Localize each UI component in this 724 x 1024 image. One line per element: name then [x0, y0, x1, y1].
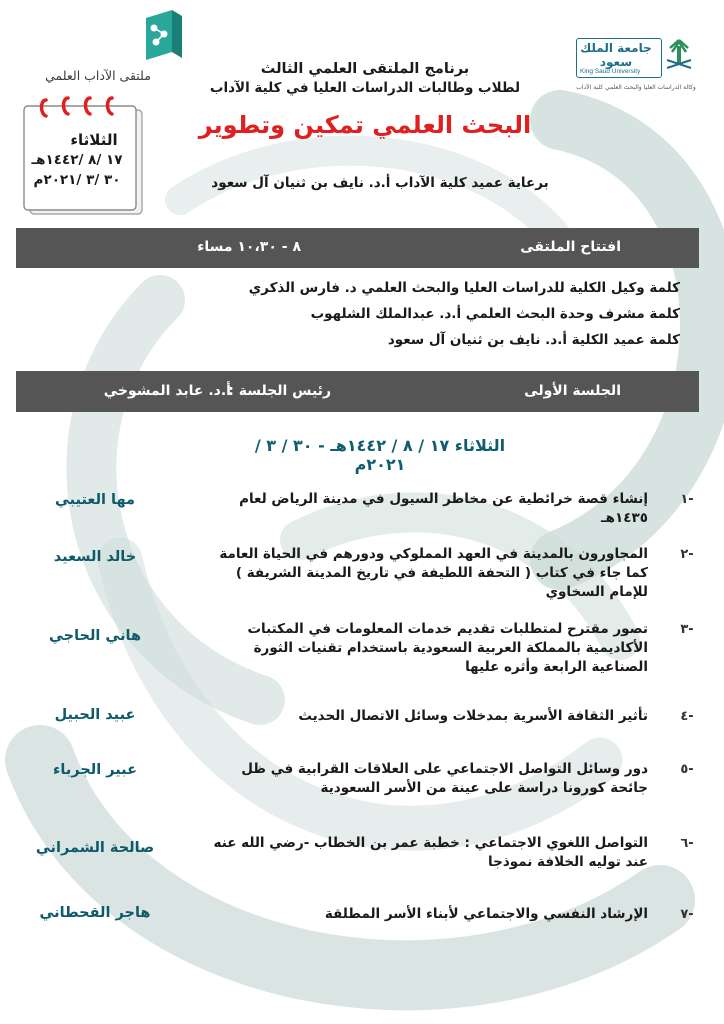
calendar-card — [16, 96, 148, 216]
paper-number: -٢ — [680, 547, 694, 562]
paper-number: -٦ — [680, 836, 694, 851]
paper-item — [20, 834, 700, 876]
session-chair-label: رئيس الجلسة : — [228, 383, 331, 399]
paper-presenter: مها العتيبي — [54, 492, 136, 508]
opening-time: ٨ - ١٠،٣٠ مساء — [197, 239, 301, 255]
speech-item: كلمة مشرف وحدة البحث العلمي أ.د. عبدالملك الشلهوب — [310, 306, 680, 322]
calendar-gregorian-date: ٣٠ /٣ /٢٠٢١م — [33, 172, 121, 188]
university-subtitle: وكالة الدراسات العليا والبحث العلمي كلية الآداب — [576, 84, 696, 91]
paper-number: -٤ — [680, 709, 694, 724]
book-network-icon — [142, 8, 188, 64]
paper-title: دور وسائل التواصل الاجتماعي على العلاقات القرابية في ظل جائحة كورونا دراسة على عينة من الأسر السعودية — [241, 761, 648, 796]
paper-item — [20, 490, 700, 526]
calendar-hijri-date: ١٧ /٨ /١٤٤٢هـ — [31, 152, 123, 168]
main-title: البحث العلمي تمكين وتطوير — [198, 111, 532, 139]
speech-item: كلمة عميد الكلية أ.د. نايف بن ثنيان آل سعود — [387, 332, 680, 348]
paper-title: تأثير الثقافة الأسرية بمدخلات وسائل الاتصال الحديث — [298, 708, 648, 724]
paper-presenter: هاني الحاجي — [48, 628, 142, 644]
paper-item — [20, 620, 700, 682]
paper-item — [20, 545, 700, 600]
paper-number: -٧ — [680, 907, 694, 922]
university-name-en: King Saud University — [580, 68, 641, 75]
paper-title: الإرشاد النفسي والاجتماعي لأبناء الأسر المطلقة — [324, 906, 648, 922]
paper-number: -٥ — [680, 762, 694, 777]
palm-swords-icon — [664, 38, 694, 72]
paper-presenter: عبير الجرباء — [53, 762, 137, 778]
session-date: الثلاثاء ١٧ / ٨ / ١٤٤٢هـ - ٣٠ / ٣ / ٢٠٢١م — [254, 436, 506, 474]
calendar-text — [16, 130, 144, 190]
paper-presenter: هاجر القحطاني — [39, 905, 151, 921]
paper-presenter: خالد السعيد — [53, 549, 137, 565]
forum-name: ملتقى الآداب العلمي — [45, 68, 151, 83]
speech-item: كلمة وكيل الكلية للدراسات العليا والبحث العلمي د. فارس الذكري — [248, 280, 680, 296]
session-label: الجلسة الأولى — [524, 383, 621, 399]
paper-title: التواصل اللغوي الاجتماعي : خطبة عمر بن الخطاب -رضي الله عنه عند توليه الخلافة نموذجا — [213, 835, 648, 870]
program-titles — [180, 60, 550, 143]
opening-label: افتتاح الملتقى — [520, 239, 621, 255]
paper-item — [20, 760, 700, 802]
paper-title: تصور مقترح لمتطلبات تقديم خدمات المعلومات في المكتبات الأكاديمية بالمملكة العربية السعودية باستخدام تقنيات الثورة الصناعية الرابعة وأثره عليها — [247, 621, 648, 675]
program-audience: لطلاب وطالبات الدراسات العليا في كلية الآداب — [209, 80, 521, 96]
opening-bar — [16, 228, 699, 268]
forum-logo — [22, 8, 172, 90]
program-title: برنامج الملتقى العلمي الثالث — [260, 61, 470, 77]
paper-number: -١ — [680, 492, 694, 507]
university-logo-box — [576, 38, 662, 78]
paper-title: المجاورون بالمدينة في العهد المملوكي ودورهم في الحياة العامة كما جاء في كتاب ( التحفة اللطيفة في تاريخ المدينة الشريفة ) للإمام السخاوي — [219, 546, 648, 600]
session-chair-name: أ.د. عابد المشوخي — [103, 383, 231, 399]
session-bar — [16, 371, 699, 412]
paper-presenter: صالحة الشمراني — [35, 840, 155, 856]
calendar-day: الثلاثاء — [70, 131, 118, 149]
opening-speeches — [180, 276, 680, 354]
patronage-line: برعاية عميد كلية الآداب أ.د. نايف بن ثنيان آل سعود — [211, 175, 549, 191]
paper-presenter: عبيد الحبيل — [54, 707, 136, 723]
paper-number: -٣ — [680, 622, 694, 637]
paper-item — [20, 905, 700, 931]
university-logo — [576, 38, 696, 108]
paper-title: إنشاء قصة خرائطية عن مخاطر السيول في مدينة الرياض لعام ١٤٣٥هـ — [239, 491, 648, 526]
paper-item — [20, 707, 700, 733]
university-name-ar: جامعة الملك سعود — [580, 41, 652, 69]
